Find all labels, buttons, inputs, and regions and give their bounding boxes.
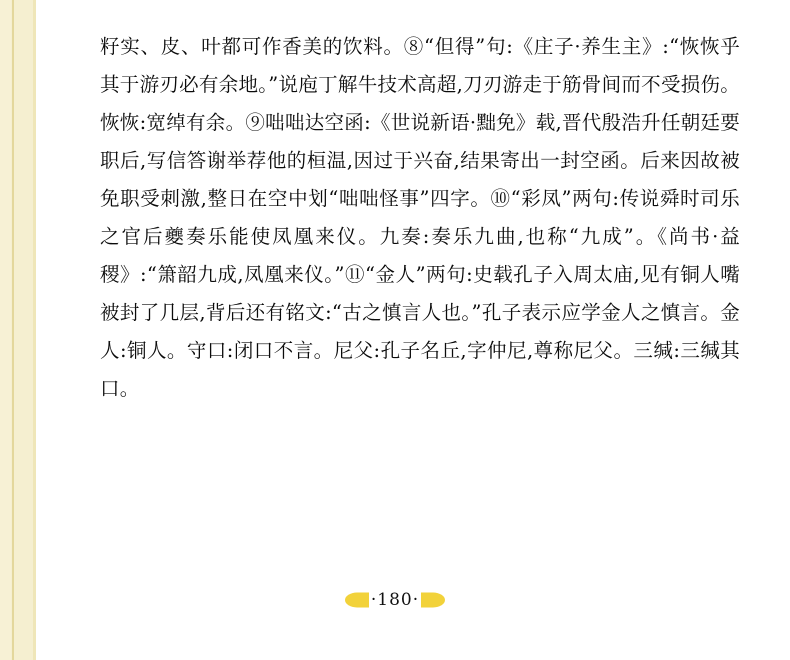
page-edge-band	[0, 0, 11, 660]
page-number-badge	[345, 588, 445, 612]
page-edge-rule-outer	[12, 0, 14, 660]
page-number-label: ·180·	[370, 590, 420, 610]
page-footer	[0, 578, 790, 622]
page-edge-rule-inner	[33, 0, 36, 660]
annotation-paragraph: 籽实、皮、叶都可作香美的饮料。⑧“但得”句:《庄子·养生主》:“恢恢乎其于游刃必有余地。”说庖丁解牛技术高超,刀刃游走于筋骨间而不受损伤。恢恢:宽绰有余。⑨咄咄达空函:《世说新语·黜免》载,晋代殷浩升任朝廷要职后,写信答谢举荐他的桓温,因过于兴奋,结果寄出一封空函。后来因故被免职受刺激,整日在空中划“咄咄怪事”四字。⑩“彩凤”两句:传说舜时司乐之官后夔奏乐能使凤凰来仪。九奏:奏乐九曲,也称“九成”。《尚书·益稷》:“箫韶九成,凤凰来仪。”⑪“金人”两句:史载孔子入周太庙,见有铜人嘴被封了几层,背后还有铭文:“古之慎言人也。”孔子表示应学金人之慎言。金人:铜人。守口:闭口不言。尼父:孔子名丘,字仲尼,尊称尼父。三缄:三缄其口。	[100, 34, 740, 400]
page-edge-decoration	[0, 0, 36, 660]
page-content	[100, 0, 740, 427]
